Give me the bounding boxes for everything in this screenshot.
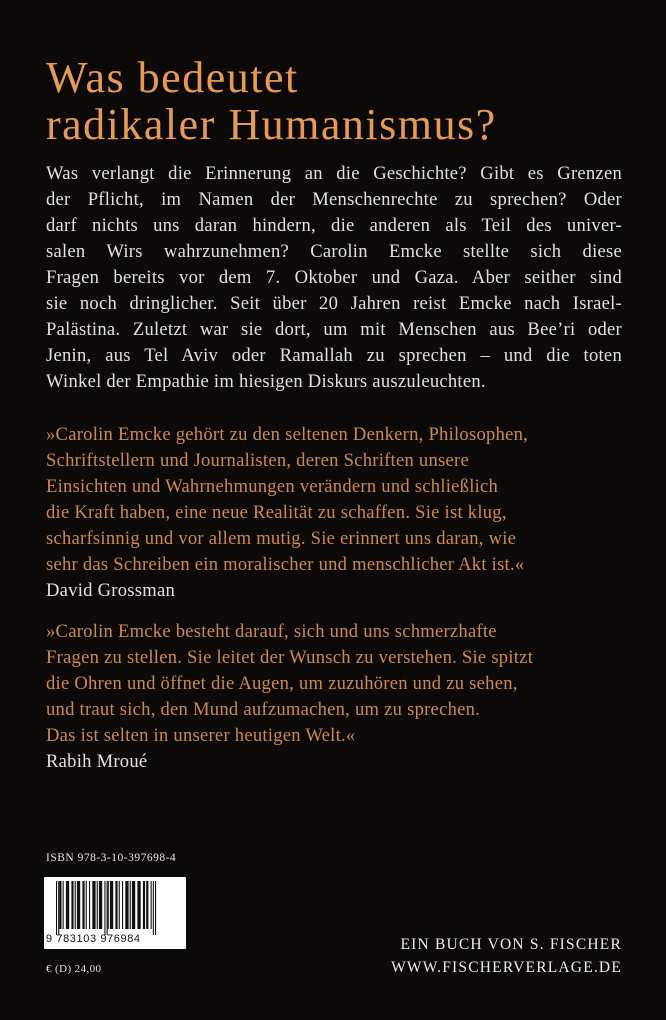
isbn-label: ISBN 978-3-10-397698-4 — [46, 852, 177, 864]
publisher-website: WWW.FISCHERVERLAGE.DE — [391, 959, 622, 976]
quote-line: Schriftstellern und Journalisten, deren Schriften unsere — [46, 450, 469, 471]
lead-line: Winkel der Empathie im hiesigen Diskurs auszuleuchten. — [46, 371, 486, 392]
lead-line: Palästina. Zuletzt war sie dort, um mit Menschen aus Bee’ri oder — [46, 319, 622, 340]
lead-line: der Pflicht, im Namen der Menschenrechte zu sprechen? Oder — [46, 189, 622, 210]
quote-grossman — [46, 422, 528, 604]
quote-line: »Carolin Emcke besteht darauf, sich und uns schmerzhafte — [46, 621, 497, 642]
publisher-info — [391, 933, 622, 979]
barcode-bars — [44, 877, 186, 935]
lead-line: Was verlangt die Erinnerung an die Geschichte? Gibt es Grenzen — [46, 163, 622, 184]
headline-line-1: Was bedeutet — [46, 53, 299, 102]
quote-line: Einsichten und Wahrnehmungen verändern und schließlich — [46, 476, 499, 497]
quote-author: Rabih Mroué — [46, 751, 148, 772]
barcode-digits: 9 783103 976984 — [46, 933, 141, 945]
price: € (D) 24,00 — [46, 963, 102, 975]
quote-line: Das ist selten in unserer heutigen Welt.« — [46, 725, 356, 746]
quote-line: Fragen zu stellen. Sie leitet der Wunsch zu verstehen. Sie spitzt — [46, 647, 534, 668]
quote-mroue — [46, 619, 533, 775]
quote-line: sehr das Schreiben ein moralischer und menschlicher Akt ist.« — [46, 554, 525, 575]
quote-line: »Carolin Emcke gehört zu den seltenen Denkern, Philosophen, — [46, 424, 529, 445]
lead-line: salen Wirs wahrzunehmen? Carolin Emcke stellte sich diese — [46, 241, 622, 262]
quote-line: scharfsinnig und vor allem mutig. Sie erinnert uns daran, wie — [46, 528, 517, 549]
quote-author: David Grossman — [46, 580, 175, 601]
lead-line: Jenin, aus Tel Aviv oder Ramallah zu sprechen – und die toten — [46, 345, 622, 366]
headline-line-2: radikaler Humanismus? — [46, 100, 497, 149]
headline — [46, 54, 646, 148]
quote-line: die Kraft haben, eine neue Realität zu schaffen. Sie ist klug, — [46, 502, 507, 523]
quote-line: und traut sich, den Mund aufzumachen, um zu sprechen. — [46, 699, 481, 720]
publisher-line: EIN BUCH VON S. FISCHER — [400, 936, 622, 953]
quote-line: die Ohren und öffnet die Augen, um zuzuhören und zu sehen, — [46, 673, 518, 694]
lead-paragraph — [46, 161, 622, 395]
lead-line: darf nichts uns daran hindern, die anderen als Teil des univer- — [46, 215, 622, 236]
lead-line: Fragen bereits vor dem 7. Oktober und Gaza. Aber seither sind — [46, 267, 622, 288]
lead-line: sie noch dringlicher. Seit über 20 Jahren reist Emcke nach Israel- — [46, 293, 622, 314]
barcode — [44, 877, 186, 949]
